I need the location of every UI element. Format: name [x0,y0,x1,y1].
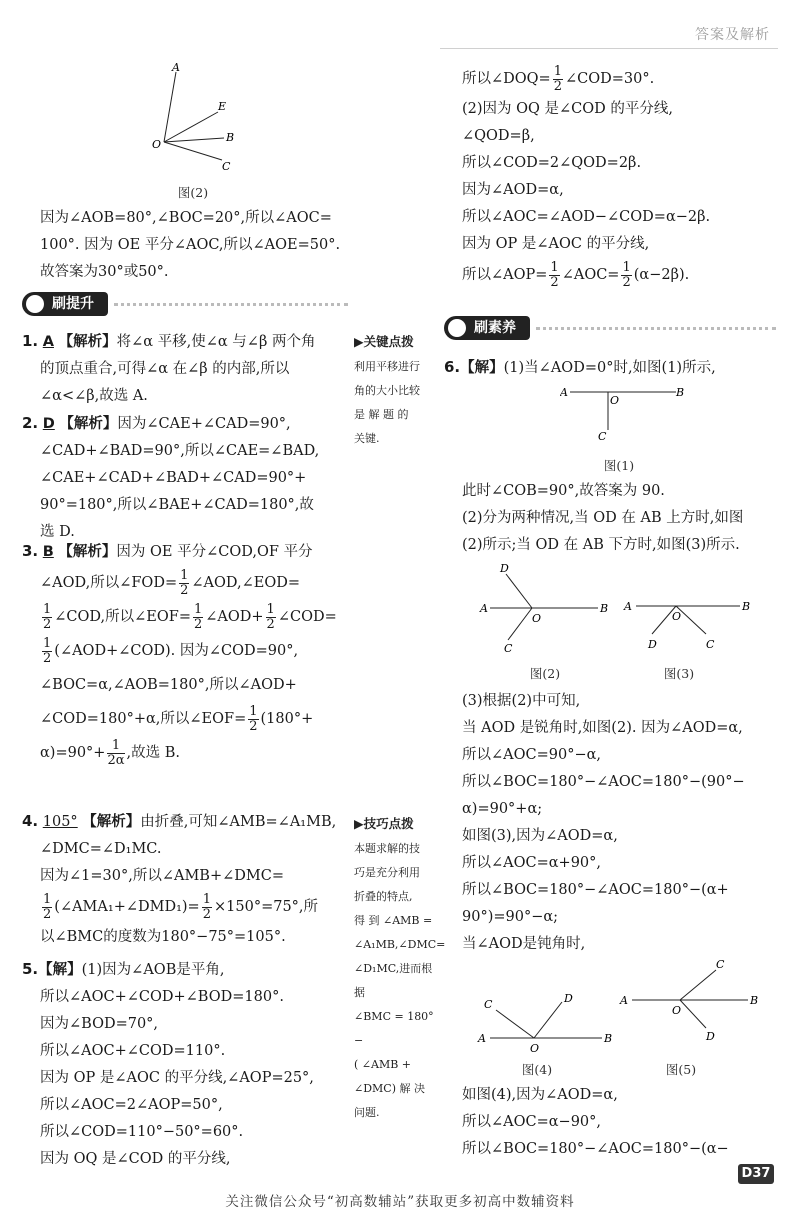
side-note-line: 折叠的特点, [354,890,413,903]
text-line: 如图(4),因为∠AOD=α, [462,1087,618,1103]
svg-text:D: D [648,638,657,651]
text-line: 所以∠BOC=180°−∠AOC=180°−(α+ [462,882,729,898]
figure-angle-top [148,60,248,180]
fraction: $\frac{1}{2}$ [43,635,52,666]
text-line: (1)当∠AOD=0°时,如图(1)所示, [503,360,716,376]
side-note-line: ( ∠AMB + [354,1058,412,1071]
svg-text:A: A [478,1032,486,1045]
fraction: $\frac{1}{2}$ [43,601,52,632]
ray-oe [164,112,218,142]
figure-6-4 [476,990,616,1054]
section-badge: 刷提升 [22,292,108,316]
text-line: 将∠α 平移,使∠α 与∠β 两个角 [116,334,316,350]
text-line: 所以∠BOC=180°−∠AOC=180°−(α− [462,1141,729,1157]
analysis-tag: 【解】 [460,359,504,376]
text: (180°+ [260,711,314,727]
label-c: C [222,160,231,173]
text-line: 当 AOD 是锐角时,如图(2). 因为∠AOD=α, [462,720,743,736]
text-line: 所以∠AOC=90°−α, [462,747,602,763]
text: (α−2β). [633,267,690,283]
section-badge: 刷素养 [444,316,530,340]
svg-text:C: C [484,998,493,1011]
analysis-tag: 【解析】 [58,543,117,560]
text-line: ∠DMC=∠D₁MC. [40,841,162,857]
figure-caption: 图(5) [665,1062,697,1077]
ray-oa [164,72,176,142]
text: ∠COD,所以∠EOF= [54,609,191,625]
question-3 [22,538,352,770]
svg-text:O: O [672,1004,682,1017]
svg-text:B: B [742,600,751,613]
svg-text:B: B [676,386,685,399]
question-5 [22,956,352,1173]
side-note-line: ∠DMC) 解 决 [354,1082,426,1095]
analysis-tag: 【解】 [38,961,82,978]
question-number: 2. [22,414,39,432]
question-number: 6. [444,358,461,376]
footer-note: 关注微信公众号“初高数辅站”获取更多初高中数辅资料 [225,1194,575,1210]
section-header-tisheng [22,292,352,316]
text-line: 所以∠AOC=α−90°, [462,1114,602,1130]
fraction: $\frac{1}{2}$ [266,601,275,632]
question-number: 5. [22,960,39,978]
fraction: $\frac{1}{2}$ [202,891,211,922]
fraction: $\frac{1}{2}$ [553,63,562,94]
svg-text:B: B [750,994,759,1007]
text-line: (2)分为两种情况,当 OD 在 AB 上方时,如图 [462,510,744,526]
text-line: 所以∠BOC=180°−∠AOC=180°−(90°− [462,774,745,790]
svg-text:O: O [610,394,620,407]
header-title: 答案及解析 [695,27,770,43]
figure-6-2 [478,562,618,658]
side-note-title: ▶关键点拨 [354,334,414,349]
question-6 [444,354,784,382]
text-line: 因为∠AOB=80°,∠BOC=20°,所以∠AOC= [40,210,332,226]
ray-ob [164,138,224,142]
svg-text:B: B [600,602,609,615]
svg-text:O: O [532,612,542,625]
text-line: ∠CAD+∠BAD=90°,所以∠CAE=∠BAD, [40,443,320,459]
text-line: 所以∠AOC=2∠AOP=50°, [40,1097,223,1113]
svg-text:O: O [530,1042,540,1054]
analysis-tag: 【解析】 [58,333,117,350]
question-number: 3. [22,542,39,560]
text: (∠AMA₁+∠DMD₁)= [54,899,200,915]
svg-text:A: A [560,386,568,399]
answer: A [42,334,54,350]
side-note-line: 巧是充分利用 [354,866,420,879]
answer: B [42,544,54,560]
svg-text:C: C [504,642,513,655]
side-note-line: 关键. [354,432,380,445]
text-line: 因为∠CAE+∠CAD=90°, [117,416,291,432]
text-line: 当∠AOD是钝角时, [462,936,586,952]
svg-text:D: D [564,992,573,1005]
text-line: α)=90°+α; [462,801,543,817]
text: ∠AOD+ [205,609,264,625]
text: ∠AOC= [561,267,620,283]
text: α)=90°+ [40,745,106,761]
svg-text:A: A [624,600,632,613]
text-line: 故答案为30°或50°. [40,264,169,280]
section-dots [536,327,776,330]
text-line: 因为 OE 平分∠COD,OF 平分 [116,544,313,560]
text-line: 所以∠COD=2∠QOD=2β. [462,155,642,171]
question-4 [22,808,352,951]
svg-text:C: C [598,430,607,443]
label-o: O [152,138,162,151]
side-note-line: ∠A₁MB,∠DMC= [354,938,446,951]
question-1 [22,328,352,410]
fraction: $\frac{1}{2}$ [550,259,559,290]
analysis-tag: 【解析】 [82,813,141,830]
side-note-line: ∠D₁MC,进而根据 [354,962,433,999]
figure-6-3 [622,592,762,656]
text-line: 如图(3),因为∠AOD=α, [462,828,618,844]
side-note-line: 是 解 题 的 [354,408,409,421]
text-line: 90°=180°,所以∠BAE+∠CAD=180°,故 [40,497,314,513]
ray-oc [164,142,222,160]
svg-text:A: A [620,994,628,1007]
side-note-tip [354,812,446,1125]
text-line: 此时∠COB=90°,故答案为 90. [462,483,665,499]
text-line: ∠BOC=α,∠AOB=180°,所以∠AOD+ [40,677,297,693]
svg-text:A: A [480,602,488,615]
figure-6-5 [618,954,768,1054]
text-line: 因为∠1=30°,所以∠AMB+∠DMC= [40,868,284,884]
header-rule [440,48,778,49]
fraction: $\frac{1}{2}$ [249,703,258,734]
fraction: $\frac{1}{2}$ [180,567,189,598]
text: ,故选 B. [126,745,180,761]
text-line: ∠QOD=β, [462,128,535,144]
fraction: $\frac{1}{2}$ [622,259,631,290]
svg-text:D: D [500,562,509,575]
text-line: 由折叠,可知∠AMB=∠A₁MB, [140,814,337,830]
text: ×150°=75°,所 [214,899,319,915]
figure-caption: 图(3) [663,666,695,681]
svg-text:O: O [672,610,682,623]
svg-text:C: C [716,958,725,971]
text-line: 100°. 因为 OE 平分∠AOC,所以∠AOE=50°. [40,237,341,253]
label-b: B [226,131,235,144]
text-line: 所以∠AOC+∠COD=110°. [40,1043,226,1059]
text: ∠COD=30°. [564,71,655,87]
text-line: ∠CAE+∠CAD+∠BAD+∠CAD=90°+ [40,470,307,486]
figure-caption: 图(4) [521,1062,553,1077]
svg-text:B: B [604,1032,613,1045]
analysis-tag: 【解析】 [59,415,118,432]
text-line: 因为 OP 是∠AOC 的平分线, [462,236,650,252]
svg-text:C: C [706,638,715,651]
text-line: 选 D. [40,524,75,540]
text-line: 的顶点重合,可得∠α 在∠β 的内部,所以 [40,361,290,377]
text: ∠AOD,∠EOD= [191,575,301,591]
side-note-line: 本题求解的技 [354,842,420,855]
text-line: 因为 OP 是∠AOC 的平分线,∠AOP=25°, [40,1070,314,1086]
svg-text:D: D [706,1030,715,1043]
question-number: 4. [22,812,39,830]
text-line: (2)所示;当 OD 在 AB 下方时,如图(3)所示. [462,537,740,553]
text-line: ∠α<∠β,故选 A. [40,388,148,404]
text-line: 因为∠AOD=α, [462,182,564,198]
side-note-line: 问题. [354,1106,380,1119]
side-note-line: ∠BMC = 180° − [354,1010,434,1047]
fraction: $\frac{1}{2}$ [43,891,52,922]
figure-caption: 图(2) [529,666,561,681]
text-line: 所以∠AOC=∠AOD−∠COD=α−2β. [462,209,711,225]
page-number: D37 [738,1164,774,1184]
text-line: (3)根据(2)中可知, [462,693,581,709]
figure-caption-top: 图(2) [177,185,209,200]
question-number: 1. [22,332,39,350]
fraction: $\frac{1}{2\alpha}$ [107,737,125,768]
side-note-line: 角的大小比较 [354,384,420,397]
fraction: $\frac{1}{2}$ [193,601,203,632]
text-line: 因为∠BOD=70°, [40,1016,159,1032]
text-line: 所以∠AOC+∠COD+∠BOD=180°. [40,989,284,1005]
text-line: 所以∠AOC=α+90°, [462,855,602,871]
question-2 [22,410,352,546]
text-line: (1)因为∠AOB是平角, [81,962,225,978]
text-line: 因为 OQ 是∠COD 的平分线, [40,1151,231,1167]
text-line: 90°)=90°−α; [462,909,559,925]
text-line: 以∠BMC的度数为180°−75°=105°. [40,929,286,945]
text-line: 所以∠COD=110°−50°=60°. [40,1124,244,1140]
side-note-key [354,330,436,451]
section-header-suyang [444,316,784,340]
label-e: E [218,100,227,113]
answer: 105° [42,814,78,830]
figure-caption: 图(1) [603,458,635,473]
figure-6-1 [560,380,690,446]
text: 所以∠AOP= [462,267,548,283]
text: ∠COD=180°+α,所以∠EOF= [40,711,247,727]
side-note-title: ▶技巧点拨 [354,816,414,831]
text: ∠AOD,所以∠FOD= [40,575,178,591]
text: 所以∠DOQ= [462,71,551,87]
side-note-line: 利用平移进行 [354,360,420,373]
section-dots [114,303,348,306]
answer: D [42,416,55,432]
side-note-line: 得 到 ∠AMB = [354,914,433,927]
text: (∠AOD+∠COD). 因为∠COD=90°, [54,643,299,659]
text: ∠COD= [277,609,337,625]
label-a: A [172,61,180,74]
text-line: (2)因为 OQ 是∠COD 的平分线, [462,101,674,117]
